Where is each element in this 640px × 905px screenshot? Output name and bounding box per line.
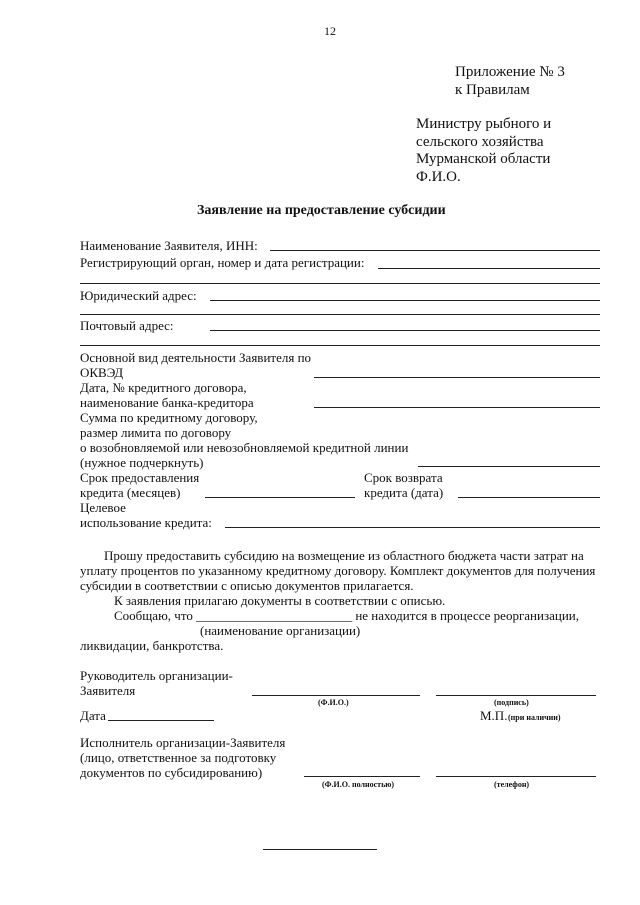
document-title: Заявление на предоставление субсидии [197,203,446,218]
return-term-line [458,497,600,498]
date-line [108,720,214,721]
request-paragraph-line-3: субсидии в соответствии с описью документов прилагается. [80,578,414,593]
loan-term-label-2: кредита (месяцев) [80,485,181,500]
head-label-2: Заявителя [80,683,136,698]
loan-purpose-line [225,527,600,528]
closing-rule [263,849,377,850]
return-term-label-1: Срок возврата [364,470,443,485]
rules-label: к Правилам [455,82,530,98]
loan-purpose-label-2: использование кредита: [80,515,212,530]
legal-address-line [210,300,600,301]
phone-caption: (телефон) [494,780,530,789]
loan-agreement-label-1: Дата, № кредитного договора, [80,380,247,395]
loan-amount-label-3: о возобновляемой или невозобновляемой кредитной линии [80,440,409,455]
stamp-note: (при наличии) [508,713,561,722]
activity-label-1: Основной вид деятельности Заявителя по [80,350,312,365]
loan-term-label-1: Срок предоставления [80,470,200,485]
legal-address-line-2 [80,314,600,315]
loan-amount-label-1: Сумма по кредитному договору, [80,410,258,425]
loan-amount-line [418,466,600,467]
registration-line-2 [80,283,600,284]
request-paragraph-line-1: Прошу предоставить субсидию на возмещение из областного бюджета части затрат на [104,548,584,563]
annex-label: Приложение № 3 [455,64,565,80]
loan-agreement-label-2: наименование банка-кредитора [80,395,254,410]
loan-amount-label-2: размер лимита по договору [80,425,232,440]
loan-purpose-label-1: Целевое [80,500,126,515]
applicant-name-line [270,250,600,251]
postal-address-line [210,330,600,331]
head-fio-line [252,695,420,696]
request-paragraph-line-2: уплату процентов по указанному кредитному договору. Комплект документов для получения [80,563,596,578]
applicant-name-label: Наименование Заявителя, ИНН: [80,238,258,253]
return-term-label-2: кредита (дата) [364,485,444,500]
postal-address-line-2 [80,345,600,346]
executor-label-1: Исполнитель организации-Заявителя [80,735,286,750]
signature-caption: (подпись) [494,698,529,707]
organization-name-hint: (наименование организации) [200,623,361,638]
fio-caption: (Ф.И.О.) [318,698,349,707]
executor-label-3: документов по субсидированию) [80,765,263,780]
executor-fio-line [304,776,420,777]
postal-address-label: Почтовый адрес: [80,318,174,333]
legal-address-label: Юридический адрес: [80,288,197,303]
executor-label-2: (лицо, ответственное за подготовку [80,750,277,765]
activity-label-2: ОКВЭД [80,365,124,380]
attachment-statement: К заявления прилагаю документы в соответствии с опиcью. [114,593,446,608]
loan-amount-label-4: (нужное подчеркнуть) [80,455,204,470]
registration-line [378,268,600,269]
head-label-1: Руководитель организации- [80,668,233,683]
addressee-line-3: Мурманской области [416,151,551,167]
fio-full-caption: (Ф.И.О. полностью) [322,780,395,789]
addressee-line-4: Ф.И.О. [416,169,461,185]
page-number: 12 [324,24,336,38]
addressee-line-1: Министру рыбного и [416,116,552,132]
loan-agreement-line [314,407,600,408]
addressee-line-2: сельского хозяйства [416,134,544,150]
date-label: Дата [80,708,106,723]
executor-phone-line [436,776,596,777]
activity-line [314,377,600,378]
registration-label: Регистрирующий орган, номер и дата регистрации: [80,255,365,270]
report-statement: Сообщаю, что ________________________ не находится в процессе реорганизации, [114,608,579,623]
loan-term-line [205,497,355,498]
stamp-label: М.П. [480,708,508,723]
head-signature-line [436,695,596,696]
report-statement-end: ликвидации, банкротства. [80,638,224,653]
